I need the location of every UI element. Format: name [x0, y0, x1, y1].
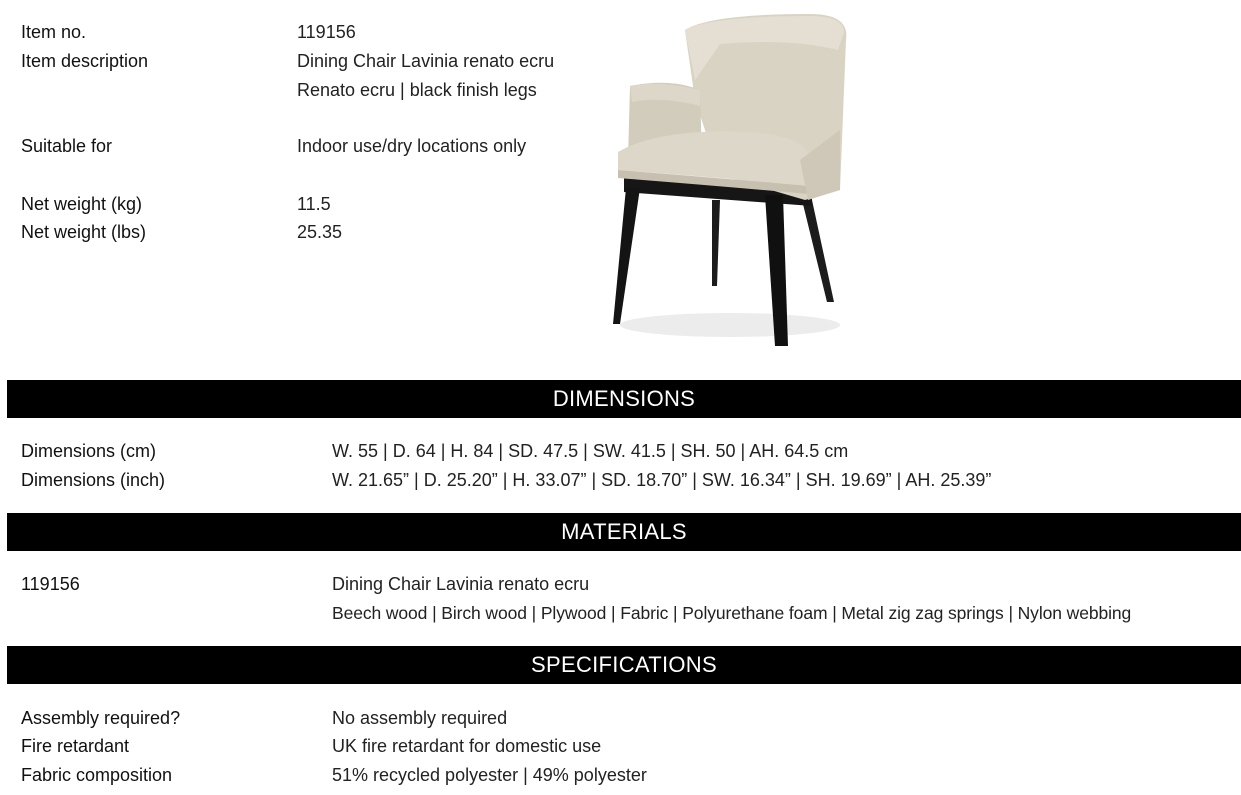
dimensions-section-header: DIMENSIONS [7, 380, 1241, 418]
suitable-for-value: Indoor use/dry locations only [297, 136, 527, 156]
materials-list: Beech wood | Birch wood | Plywood | Fabric | Polyurethane foam | Metal zig zag springs | Nylon webbing [332, 603, 1132, 623]
fabric-composition-value: 51% recycled polyester | 49% polyester [332, 765, 647, 785]
materials-item-code: 119156 [21, 574, 80, 594]
fire-retardant-label: Fire retardant [21, 736, 130, 756]
item-number-label: Item no. [21, 22, 87, 42]
dimensions-cm-label: Dimensions (cm) [21, 441, 157, 461]
item-description-finish: Renato ecru | black finish legs [297, 80, 537, 100]
net-weight-kg-value: 11.5 [297, 194, 331, 214]
suitable-for-label: Suitable for [21, 136, 113, 156]
item-number: 119156 [297, 22, 356, 42]
item-description-label: Item description [21, 51, 149, 71]
net-weight-lbs-value: 25.35 [297, 222, 343, 242]
dining-chair-product-photo [600, 10, 860, 355]
item-description: Dining Chair Lavinia renato ecru [297, 51, 555, 71]
materials-item-name: Dining Chair Lavinia renato ecru [332, 574, 590, 594]
materials-section-header: MATERIALS [7, 513, 1241, 551]
fabric-composition-label: Fabric composition [21, 765, 173, 785]
assembly-required-label: Assembly required? [21, 708, 181, 728]
dimensions-inch-value: W. 21.65” | D. 25.20” | H. 33.07” | SD. 18.70” | SW. 16.34” | SH. 19.69” | AH. 25.39” [332, 470, 992, 490]
specifications-section-header: SPECIFICATIONS [7, 646, 1241, 684]
assembly-required-value: No assembly required [332, 708, 508, 728]
dimensions-inch-label: Dimensions (inch) [21, 470, 166, 490]
dimensions-cm-value: W. 55 | D. 64 | H. 84 | SD. 47.5 | SW. 41.5 | SH. 50 | AH. 64.5 cm [332, 441, 849, 461]
net-weight-lbs-label: Net weight (lbs) [21, 222, 147, 242]
fire-retardant-value: UK fire retardant for domestic use [332, 736, 602, 756]
net-weight-kg-label: Net weight (kg) [21, 194, 143, 214]
